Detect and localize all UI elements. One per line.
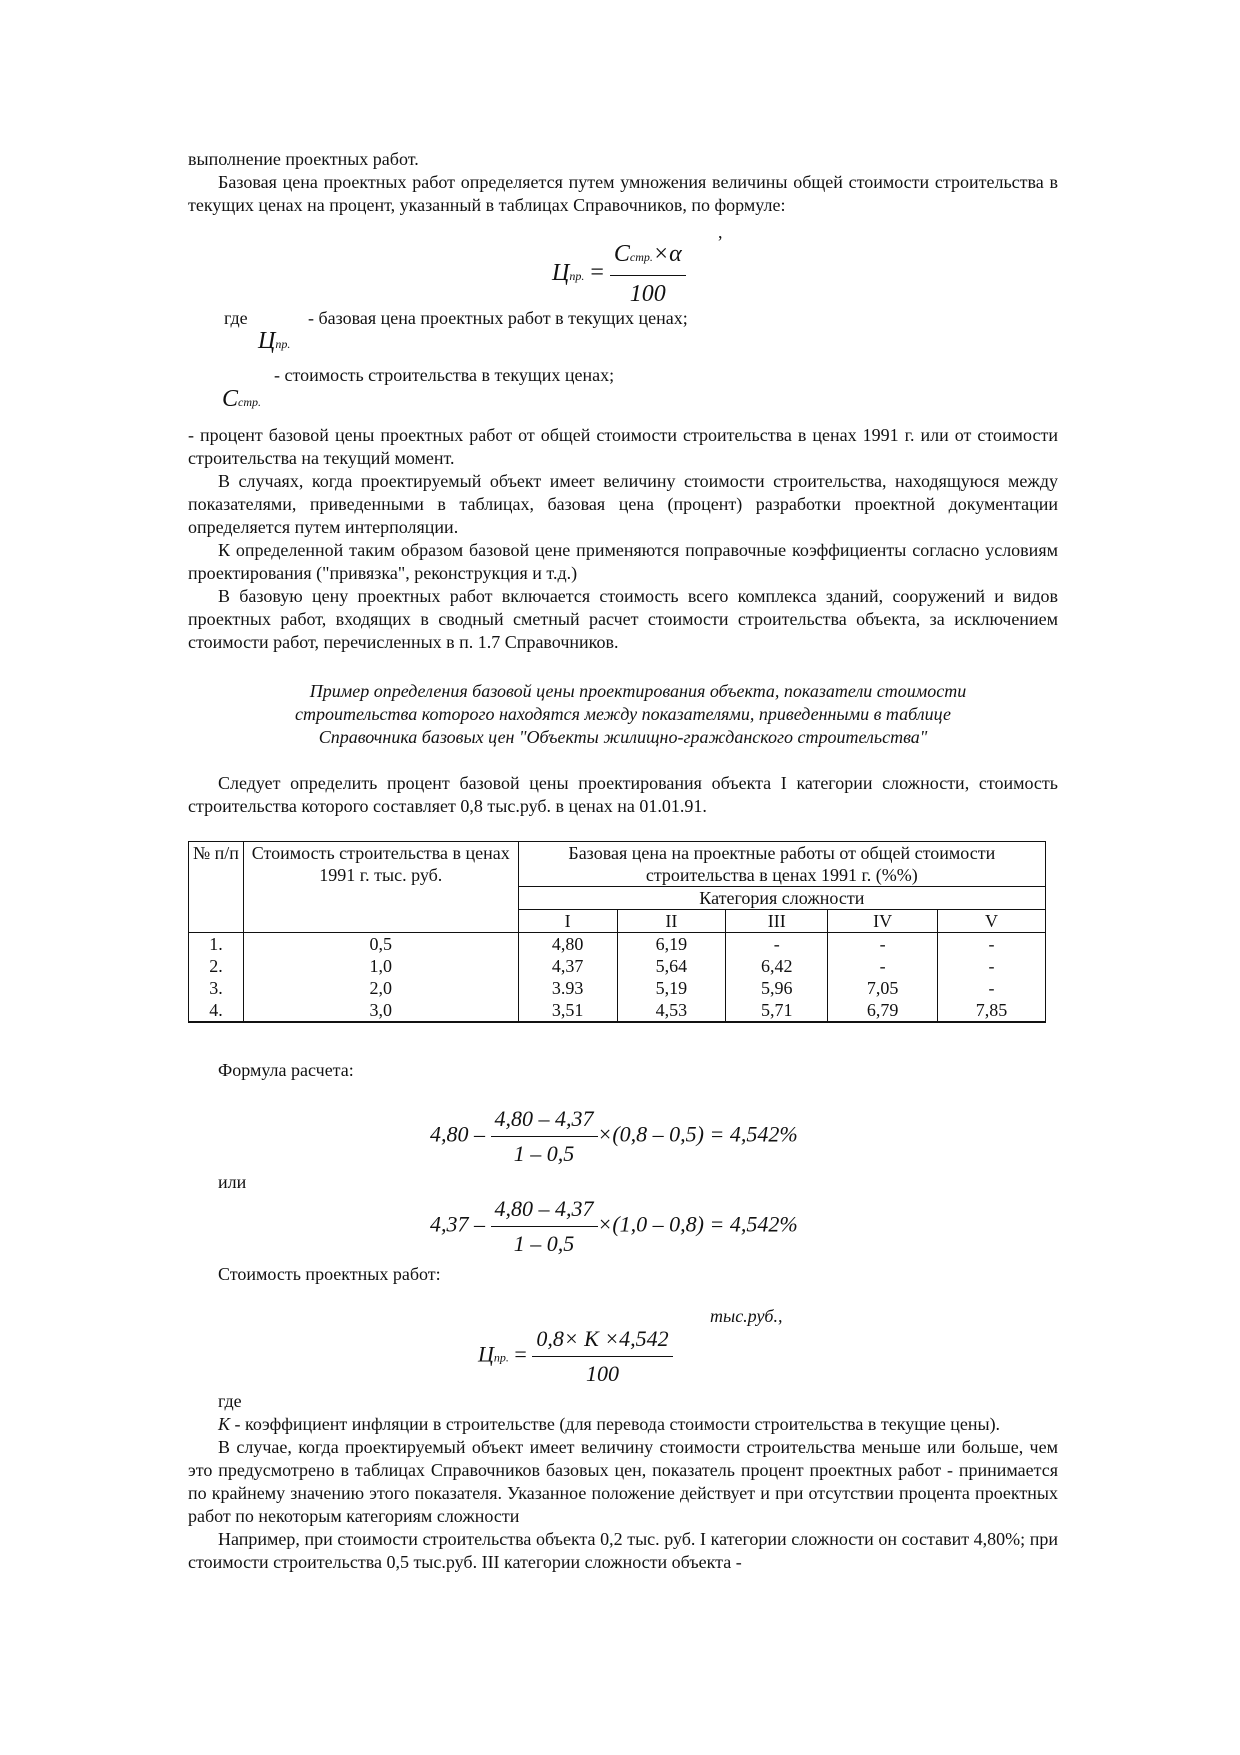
formula-label: Формула расчета:: [218, 1060, 354, 1080]
cost-label: Стоимость проектных работ:: [218, 1264, 441, 1284]
paragraph-base-price: Базовая цена проектных работ определяется путем умножения величины общей стоимости строительства в текущих ценах на процент, указанный в таблицах Справочников, по формуле:: [188, 172, 1058, 215]
header-category-1: I: [518, 910, 617, 933]
table-row: 4. 3,0 3,51 4,53 5,71 6,79 7,85: [189, 999, 1046, 1022]
example-heading: Пример определения базовой цены проектирования объекта, показатели стоимости строительства которого находятся между показателями, приведенными в таблице Справочника базовых цен "Объекты жилищно-гражданского строительства": [294, 681, 967, 747]
header-category-5: V: [938, 910, 1046, 933]
paragraph-task: Следует определить процент базовой цены проектирования объекта I категории сложности, стоимость строительства которого составляет 0,8 тыс.руб. в ценах на 01.01.91.: [188, 773, 1058, 816]
paragraph-includes: В базовую цену проектных работ включается стоимость всего комплекса зданий, сооружений и видов проектных работ, входящих в сводный сметный расчет стоимости строительства объекта, за исключением стоимости работ, перечисленных в п. 1.7 Справочников.: [188, 586, 1058, 652]
paragraph-extreme: В случае, когда проектируемый объект имеет величину стоимости строительства меньше или больше, чем это предусмотрено в таблицах Справочников базовых цен, показатель процент проектных работ - принимается по крайнему значению этого показателя. Указанное положение действует и при отсутствии процента проектных работ по некоторым категориям сложности: [188, 1437, 1058, 1526]
header-category-2: II: [617, 910, 726, 933]
header-num: № п/п: [189, 842, 244, 933]
formula-unit: тыс.руб.,: [710, 1306, 783, 1326]
paragraph-coefficients: К определенной таким образом базовой цене применяются поправочные коэффициенты согласно условиям проектирования ("привязка", реконструкция и т.д.): [188, 540, 1058, 583]
definition-price-symbol: Цпр.: [258, 328, 291, 354]
formula-trailing-comma: ,: [718, 222, 723, 242]
formula-base-price: Цпр. = $\frac{\text{Сстр.×α}}{100}$: [552, 240, 686, 308]
paragraph-example-end: Например, при стоимости строительства объекта 0,2 тыс. руб. I категории сложности он составит 4,80%; при стоимости строительства 0,5 тыс.руб. III категории сложности объекта -: [188, 1529, 1058, 1572]
formula-fraction: $\frac{\text{Сстр.×α}}{100}$: [610, 240, 686, 308]
header-category: Категория сложности: [518, 887, 1045, 910]
header-cost: Стоимость строительства в ценах 1991 г. тыс. руб.: [243, 842, 518, 933]
document-body: [188, 148, 1058, 217]
definitions-block: [188, 424, 1058, 654]
formula-interpolation-1: 4,80 – $\frac{4,80 - 4,37}{1 - 0,5}$ ×(0,8 – 0,5) = 4,542%: [430, 1106, 798, 1166]
intro-fragment: выполнение проектных работ.: [188, 149, 419, 169]
formula-lhs: Цпр.: [552, 259, 585, 286]
table-row: 1. 0,5 4,80 6,19 - - -: [189, 933, 1046, 956]
formula-interpolation-2: 4,37 – $\frac{4,80 - 4,37}{1 - 0,5}$ ×(1,0 – 0,8) = 4,542%: [430, 1196, 798, 1256]
or-label: или: [218, 1172, 247, 1192]
paragraph-interpolation: В случаях, когда проектируемый объект имеет величину стоимости строительства, находящуюся между показателями, приведенными в таблицах, базовая цена (процент) разработки проектной документации определяется путем интерполяции.: [188, 471, 1058, 537]
task-block: [188, 772, 1058, 818]
header-category-3: III: [726, 910, 828, 933]
definition-percent: - процент базовой цены проектных работ от общей стоимости строительства в ценах 1991 г. или от стоимости строительства на текущий момент.: [188, 425, 1058, 468]
definition-price-text: - базовая цена проектных работ в текущих ценах;: [308, 308, 688, 328]
header-base-price: Базовая цена на проектные работы от общей стоимости строительства в ценах 1991 г. (%%): [518, 842, 1045, 887]
k-definition: K - коэффициент инфляции в строительстве (для перевода стоимости строительства в текущие цены).: [218, 1414, 1001, 1434]
formula-design-cost: Цпр. = $\frac{0,8\times K \times 4,542}{100}$: [478, 1326, 673, 1387]
where-label: где: [224, 308, 248, 328]
where-label-2: где: [218, 1391, 242, 1411]
bottom-block: [188, 1390, 1058, 1574]
table-row: 3. 2,0 3.93 5,19 5,96 7,05 -: [189, 977, 1046, 999]
base-price-table: [188, 841, 1046, 1023]
header-category-4: IV: [828, 910, 938, 933]
definition-cost-text: - стоимость строительства в текущих ценах;: [274, 365, 615, 385]
definition-cost-symbol: Сстр.: [222, 386, 262, 412]
table-row: 2. 1,0 4,37 5,64 6,42 - -: [189, 955, 1046, 977]
